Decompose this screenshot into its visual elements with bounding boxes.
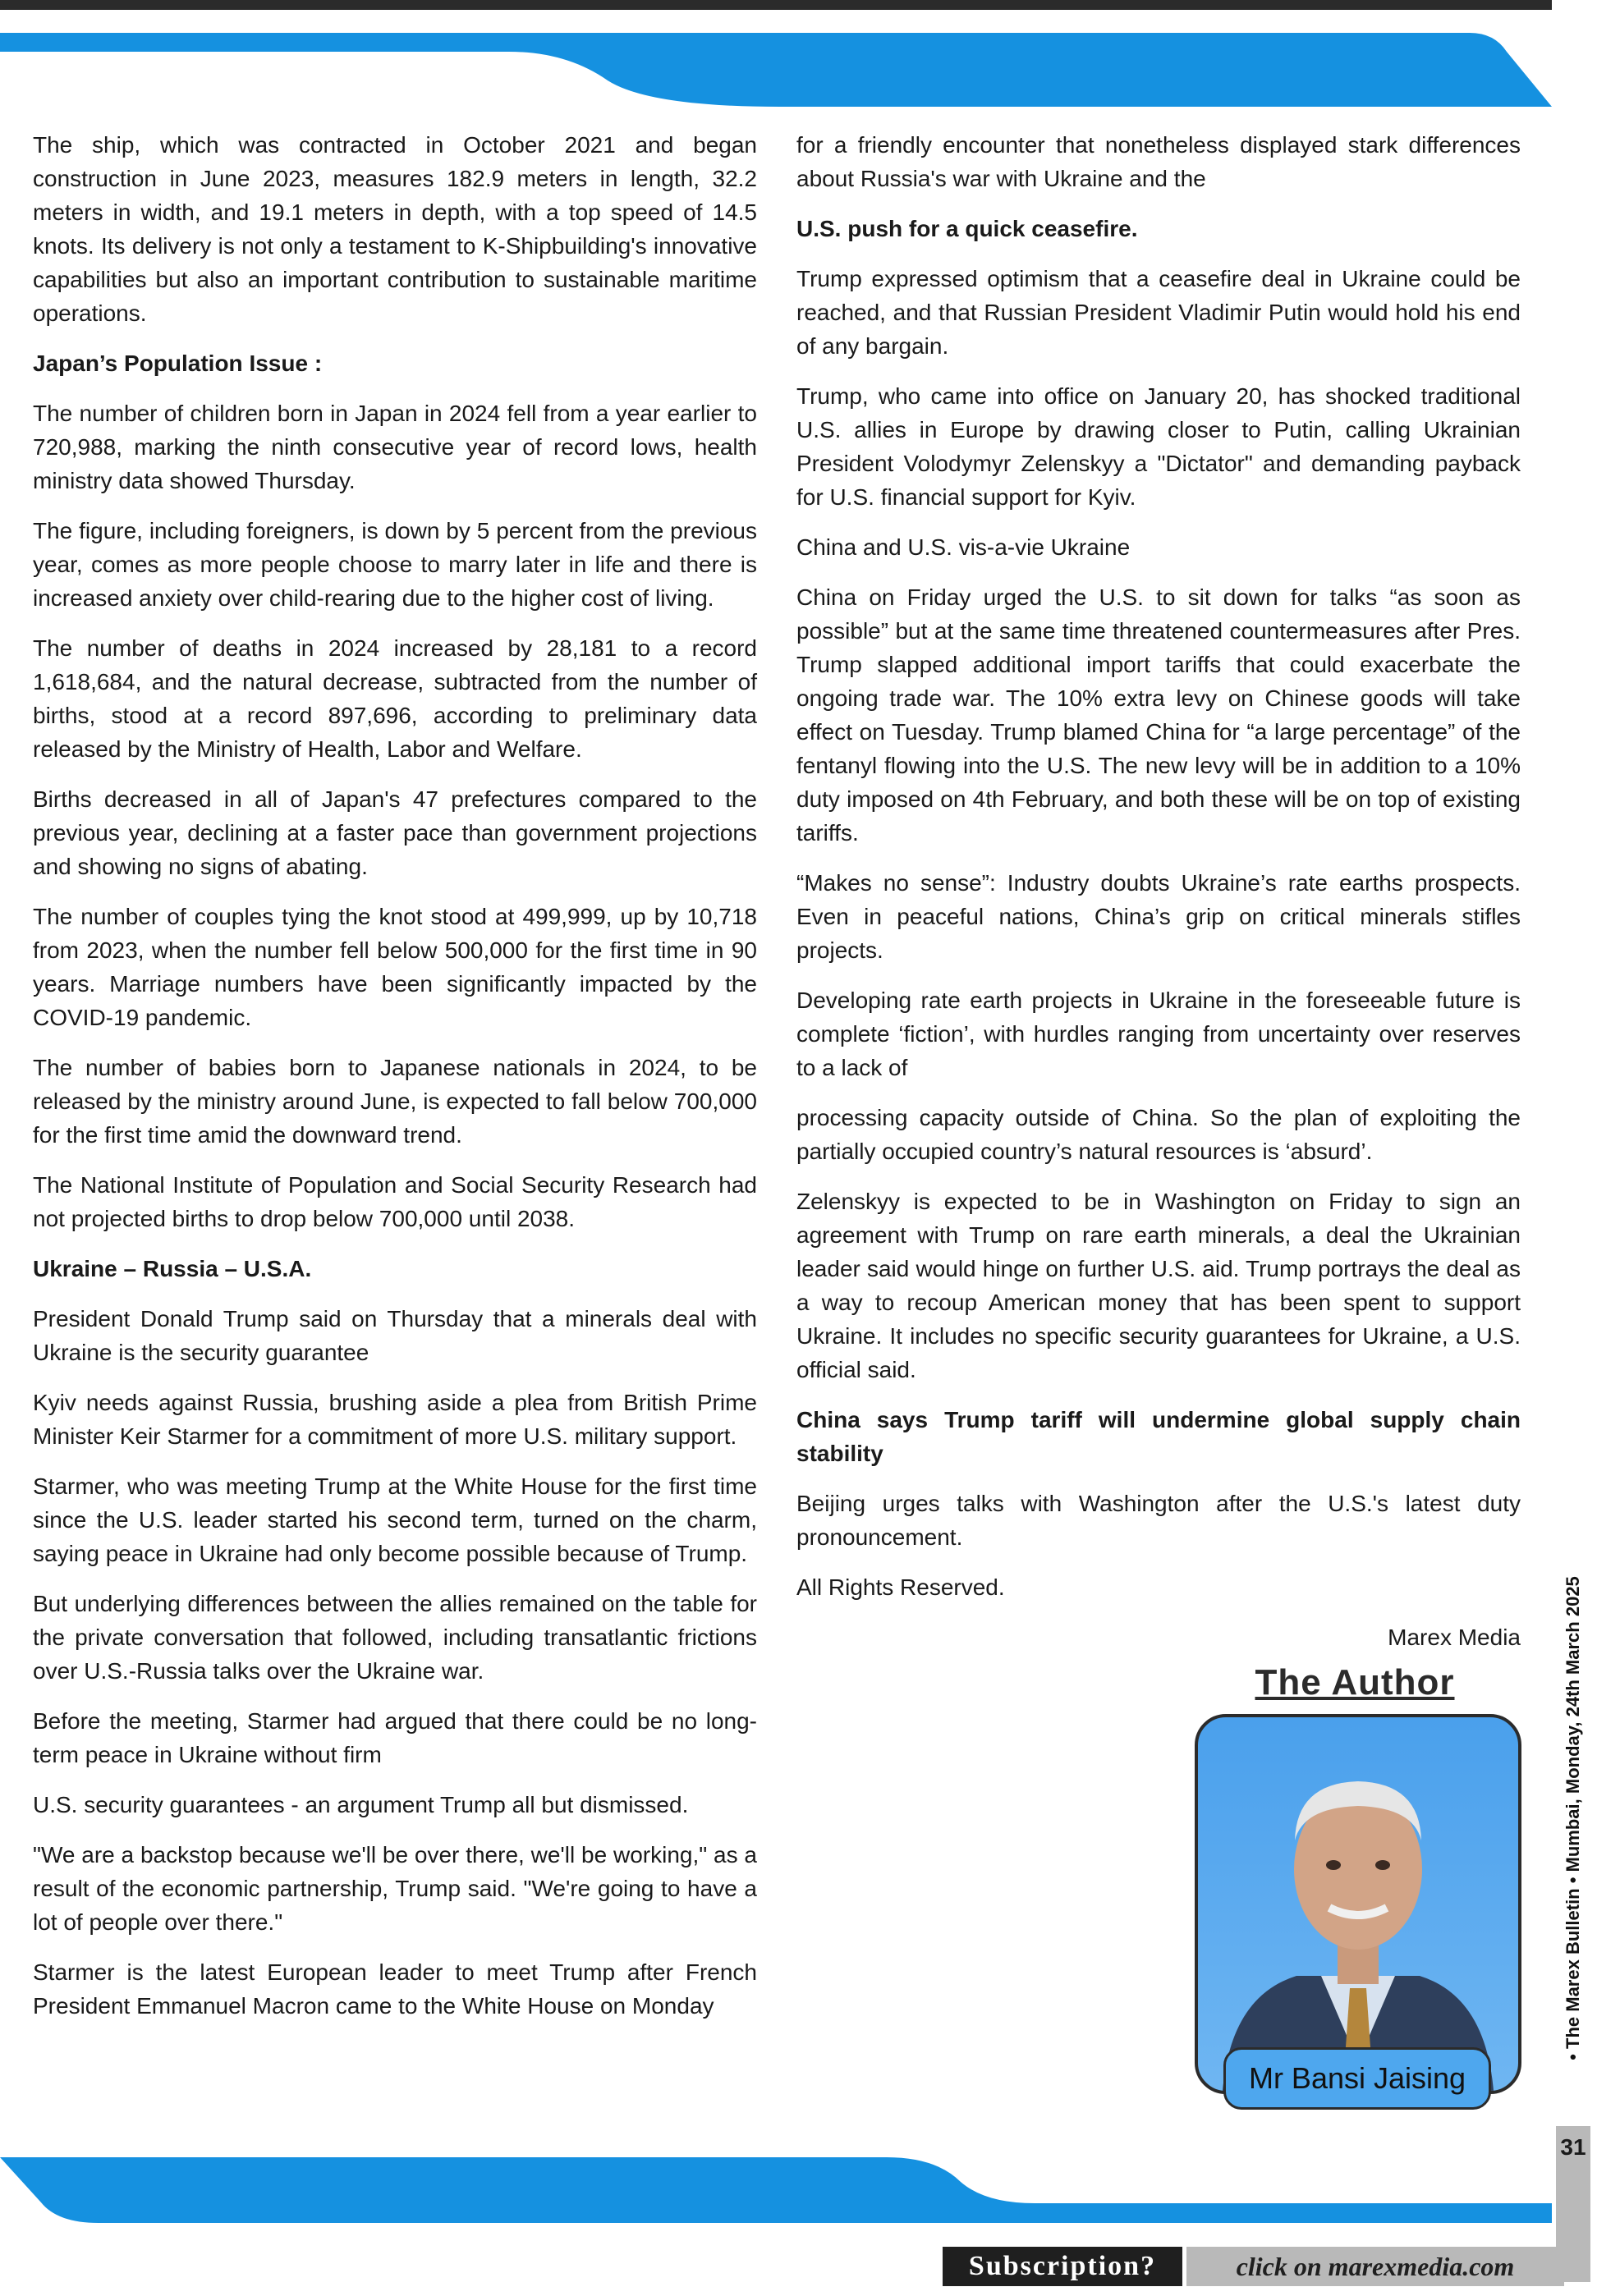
paragraph: Starmer, who was meeting Trump at the White House for the first time since the U.S. leader started his second term, turned on the charm, saying peace in Ukraine had only become possible because of Trump. [33, 1473, 757, 1566]
paragraph: Developing rate earth projects in Ukraine in the foreseeable future is complete ‘fiction’, with hurdles ranging from uncertainty over reserves to a lack of [796, 988, 1521, 1080]
paragraph: President Donald Trump said on Thursday that a minerals deal with Ukraine is the security guarantee [33, 1306, 757, 1365]
subscription-link[interactable]: click on marexmedia.com [1186, 2247, 1564, 2286]
paragraph: All Rights Reserved. [796, 1574, 1005, 1600]
paragraph: Kyiv needs against Russia, brushing aside a plea from British Prime Minister Keir Starmer for a commitment of more U.S. military support. [33, 1390, 757, 1449]
section-heading: Japan’s Population Issue : [33, 351, 323, 376]
footer-band [0, 2157, 1552, 2223]
right-column [796, 128, 1521, 1670]
paragraph: The figure, including foreigners, is down by 5 percent from the previous year, comes as more people choose to marry later in life and there is increased anxiety over child-rearing due to the higher cost of living. [33, 518, 757, 611]
author-portrait [1195, 1714, 1521, 2094]
paragraph: The number of babies born to Japanese nationals in 2024, to be released by the ministry around June, is expected to fall below 700,000 for the first time amid the downward trend. [33, 1055, 757, 1148]
author-name: Mr Bansi Jaising [1223, 2047, 1491, 2110]
paragraph: The number of deaths in 2024 increased by 28,181 to a record 1,618,684, and the natural decrease, subtracted from the number of births, stood at a record 897,696, according to preliminary data released by the Ministry of Health, Labor and Welfare. [33, 635, 757, 762]
paragraph: Beijing urges talks with Washington after the U.S.'s latest duty pronouncement. [796, 1491, 1521, 1550]
paragraph: The number of children born in Japan in 2024 fell from a year earlier to 720,988, marking the ninth consecutive year of record lows, health ministry data showed Thursday. [33, 401, 757, 493]
section-heading: Ukraine – Russia – U.S.A. [33, 1256, 312, 1281]
section-heading: U.S. push for a quick ceasefire. [796, 216, 1138, 241]
paragraph: processing capacity outside of China. So the plan of exploiting the partially occupied country’s natural resources is ‘absurd’. [796, 1105, 1521, 1164]
signature: Marex Media [1388, 1625, 1521, 1650]
paragraph: China on Friday urged the U.S. to sit down for talks “as soon as possible” but at the same time threatened countermeasures after Pres. Trump slapped additional import tariffs that could exacerbate the ongoing trade war. The 10% extra levy on Chinese goods will take effect on Tuesday. Trump blamed China for “a large percentage” of the fentanyl flowing into the U.S. The new levy will be in addition to a 10% duty imposed on 4th February, and both these will be on top of existing tariffs. [796, 584, 1521, 846]
paragraph: Zelenskyy is expected to be in Washington on Friday to sign an agreement with Trump on rare earth minerals, a deal the Ukrainian leader said would hinge on further U.S. aid. Trump portrays the deal as a way to recoup American money that has been spent to support Ukraine. It includes no specific security guarantees for Ukraine, a U.S. official said. [796, 1189, 1521, 1382]
paragraph: Trump expressed optimism that a ceasefire deal in Ukraine could be reached, and that Russian President Vladimir Putin would hold his end of any bargain. [796, 266, 1521, 359]
section-heading: China says Trump tariff will undermine global supply chain stability [796, 1407, 1521, 1466]
header-band [0, 31, 1552, 107]
paragraph: China and U.S. vis-a-vie Ukraine [796, 534, 1131, 560]
paragraph: The National Institute of Population and Social Security Research had not projected births to drop below 700,000 until 2038. [33, 1172, 757, 1231]
left-column [33, 128, 757, 2039]
page-number: 31 [1556, 2126, 1590, 2282]
paragraph: Trump, who came into office on January 20, has shocked traditional U.S. allies in Europe by drawing closer to Putin, calling Ukrainian President Volodymyr Zelenskyy a "Dictator" and demanding payback for U.S. financial support for Kyiv. [796, 383, 1521, 510]
paragraph: Births decreased in all of Japan's 47 prefectures compared to the previous year, declining at a faster pace than government projections and showing no signs of abating. [33, 786, 757, 879]
author-heading: The Author [1255, 1662, 1455, 1703]
paragraph: The ship, which was contracted in October 2021 and began construction in June 2023, measures 182.9 meters in length, 32.2 meters in width, and 19.1 meters in depth, with a top speed of 14.5 knots. Its delivery is not only a testament to K-Shipbuilding's innovative capabilities but also an important contribution to sustainable maritime operations. [33, 132, 757, 326]
paragraph: “Makes no sense”: Industry doubts Ukraine’s rate earths prospects. Even in peaceful nations, China’s grip on critical minerals stifles projects. [796, 870, 1521, 963]
paragraph: for a friendly encounter that nonetheless displayed stark differences about Russia's war with Ukraine and the [796, 132, 1521, 191]
side-running-head [1556, 1510, 1590, 2126]
top-rule [0, 0, 1552, 10]
paragraph: "We are a backstop because we'll be over there, we'll be working," as a result of the economic partnership, Trump said. "We're going to have a lot of people over there." [33, 1842, 757, 1935]
paragraph: Starmer is the latest European leader to meet Trump after French President Emmanuel Macron came to the White House on Monday [33, 1959, 757, 2019]
side-running-head-text: • The Marex Bulletin • Mumbai, Monday, 24th March 2025 [1563, 1576, 1584, 2060]
paragraph: Before the meeting, Starmer had argued that there could be no long-term peace in Ukraine without firm [33, 1708, 757, 1767]
paragraph: But underlying differences between the allies remained on the table for the private conversation that followed, including transatlantic frictions over U.S.-Russia talks over the Ukraine war. [33, 1591, 757, 1684]
paragraph: U.S. security guarantees - an argument Trump all but dismissed. [33, 1792, 689, 1817]
subscription-label[interactable]: Subscription? [943, 2247, 1182, 2286]
paragraph: The number of couples tying the knot stood at 499,999, up by 10,718 from 2023, when the number fell below 500,000 for the first time in 90 years. Marriage numbers have been significantly impacted by the COVID-19 pandemic. [33, 904, 757, 1030]
